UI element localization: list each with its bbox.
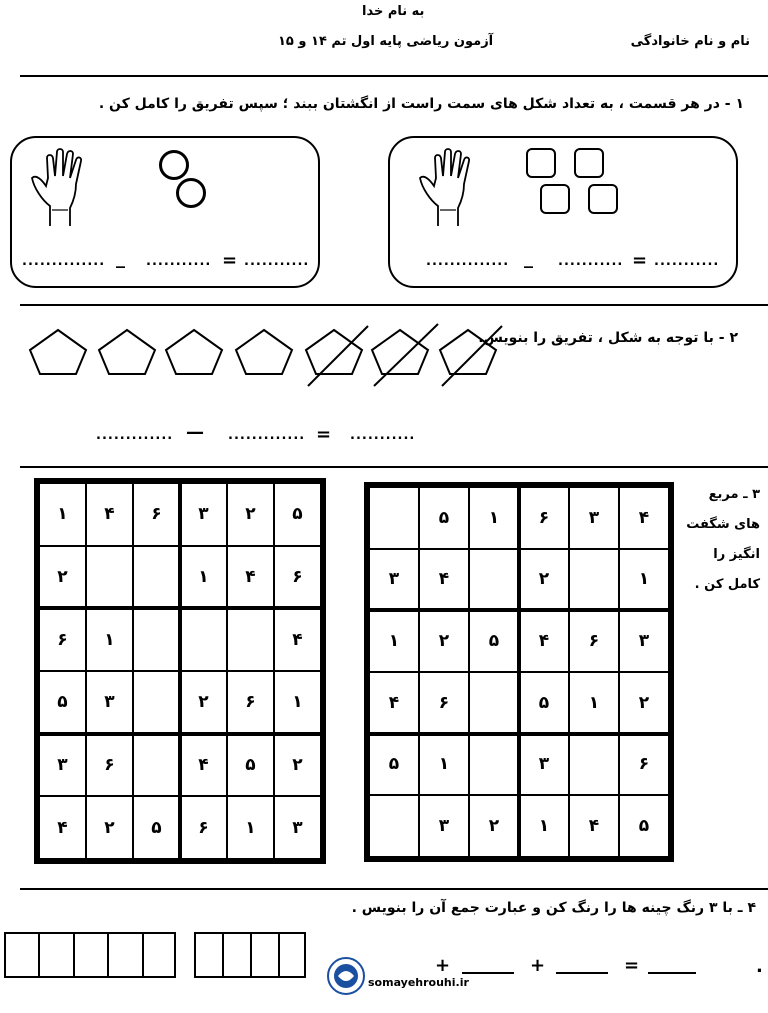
sudoku-cell[interactable] bbox=[227, 608, 274, 671]
sudoku-cell: ۱ bbox=[519, 795, 569, 857]
bead-group-2 bbox=[194, 932, 306, 978]
sudoku-cell: ۵ bbox=[469, 610, 519, 672]
sudoku-cell: ۵ bbox=[39, 671, 86, 734]
bismillah: به نام خدا bbox=[362, 4, 425, 19]
sudoku-cell: ۲ bbox=[274, 734, 321, 797]
q1-left-answer-1[interactable]: .............. bbox=[22, 254, 106, 269]
sudoku-block-divider bbox=[178, 483, 182, 859]
square-shape bbox=[588, 184, 618, 214]
sudoku-cell: ۶ bbox=[274, 546, 321, 609]
sudoku-cell: ۱ bbox=[619, 549, 669, 611]
minus-sign: _ bbox=[524, 248, 533, 269]
square-shape bbox=[526, 148, 556, 178]
sudoku-cell: ۴ bbox=[86, 483, 133, 546]
sudoku-cell: ۴ bbox=[519, 610, 569, 672]
answer-blank-2[interactable] bbox=[462, 972, 514, 974]
hand-icon bbox=[418, 148, 484, 228]
pentagon-row bbox=[28, 322, 508, 388]
bead-box[interactable] bbox=[142, 932, 176, 978]
divider-3 bbox=[20, 466, 768, 468]
sudoku-cell: ۳ bbox=[369, 549, 419, 611]
q2-answer-1[interactable]: ............. bbox=[96, 428, 174, 443]
pentagon-shape bbox=[236, 330, 292, 374]
sudoku-cell[interactable] bbox=[469, 734, 519, 796]
sudoku-cell: ۴ bbox=[227, 546, 274, 609]
pentagon-shape bbox=[30, 330, 86, 374]
bead-box[interactable] bbox=[250, 932, 280, 978]
sudoku-cell[interactable] bbox=[369, 795, 419, 857]
sudoku-cell: ۲ bbox=[419, 610, 469, 672]
q3-text bbox=[686, 480, 760, 600]
sudoku-cell: ۳ bbox=[39, 734, 86, 797]
sudoku-cell: ۱ bbox=[469, 487, 519, 549]
sudoku-cell: ۲ bbox=[519, 549, 569, 611]
answer-blank-3[interactable] bbox=[556, 972, 608, 974]
plus-sign: + bbox=[435, 955, 451, 976]
q3-text-line: انگیز را bbox=[713, 547, 760, 562]
q2-answer-3[interactable]: ........... bbox=[350, 428, 416, 443]
sudoku-cell: ۲ bbox=[180, 671, 227, 734]
square-shape bbox=[540, 184, 570, 214]
equals-sign: = bbox=[222, 250, 238, 271]
sudoku-cell: ۶ bbox=[180, 796, 227, 859]
square-shape bbox=[574, 148, 604, 178]
sudoku-block-divider bbox=[39, 732, 321, 736]
sudoku-cell[interactable] bbox=[369, 487, 419, 549]
q4-text: ۴ ـ با ۳ رنگ چینه ها را رنگ کن و عبارت جمع آن را بنویس . bbox=[351, 900, 756, 916]
sudoku-cell: ۵ bbox=[519, 672, 569, 734]
sudoku-cell: ۴ bbox=[369, 672, 419, 734]
answer-blank-4[interactable] bbox=[648, 972, 696, 974]
pentagon-shape bbox=[440, 330, 496, 374]
q2-text: ۲ - با توجه به شکل ، تفریق را بنویس. bbox=[478, 330, 738, 346]
sudoku-cell: ۳ bbox=[569, 487, 619, 549]
sudoku-cell: ۱ bbox=[39, 483, 86, 546]
sudoku-cell[interactable] bbox=[86, 546, 133, 609]
q3-text-line: های شگفت bbox=[686, 517, 760, 532]
bead-group-1 bbox=[4, 932, 176, 978]
sudoku-cell: ۶ bbox=[133, 483, 180, 546]
sudoku-cell: ۳ bbox=[180, 483, 227, 546]
sudoku-cell: ۳ bbox=[86, 671, 133, 734]
sudoku-left bbox=[34, 478, 326, 864]
minus-sign: _ bbox=[116, 248, 125, 269]
sudoku-cell: ۲ bbox=[227, 483, 274, 546]
sudoku-cell[interactable] bbox=[133, 546, 180, 609]
sudoku-cell[interactable] bbox=[569, 549, 619, 611]
sudoku-cell[interactable] bbox=[469, 672, 519, 734]
sudoku-cell[interactable] bbox=[180, 608, 227, 671]
sudoku-cell: ۴ bbox=[569, 795, 619, 857]
q3-text-line: کامل کن . bbox=[694, 577, 760, 592]
bead-box[interactable] bbox=[222, 932, 252, 978]
q3-text-line: ۳ ـ مربع bbox=[708, 487, 760, 502]
sudoku-block-divider bbox=[369, 608, 669, 612]
bead-box[interactable] bbox=[107, 932, 143, 978]
q1-left-box bbox=[10, 136, 320, 288]
bead-box[interactable] bbox=[278, 932, 306, 978]
bead-box[interactable] bbox=[38, 932, 74, 978]
sudoku-cell: ۶ bbox=[39, 608, 86, 671]
sudoku-cell[interactable] bbox=[469, 549, 519, 611]
circle-shape bbox=[176, 178, 206, 208]
sudoku-cell: ۱ bbox=[419, 734, 469, 796]
equals-sign: = bbox=[632, 250, 648, 271]
sudoku-cell: ۴ bbox=[274, 608, 321, 671]
sudoku-block-divider bbox=[369, 732, 669, 736]
exam-title: آزمون ریاضی پایه اول تم ۱۴ و ۱۵ bbox=[278, 34, 494, 49]
pentagon-shape bbox=[372, 330, 428, 374]
sudoku-cell: ۳ bbox=[419, 795, 469, 857]
bead-box[interactable] bbox=[194, 932, 224, 978]
sudoku-cell: ۶ bbox=[619, 734, 669, 796]
pentagon-shape bbox=[99, 330, 155, 374]
q1-right-box bbox=[388, 136, 738, 288]
divider-1 bbox=[20, 75, 768, 77]
q1-right-answer-2[interactable]: ........... bbox=[558, 254, 624, 269]
sudoku-cell: ۴ bbox=[619, 487, 669, 549]
sudoku-cell: ۶ bbox=[519, 487, 569, 549]
sudoku-cell: ۱ bbox=[274, 671, 321, 734]
sudoku-cell: ۵ bbox=[133, 796, 180, 859]
sudoku-cell: ۴ bbox=[39, 796, 86, 859]
sudoku-cell: ۵ bbox=[227, 734, 274, 797]
q1-right-answer-3[interactable]: ........... bbox=[654, 254, 720, 269]
sudoku-block-divider bbox=[39, 606, 321, 610]
bead-box[interactable] bbox=[4, 932, 40, 978]
equals-sign: = bbox=[316, 424, 332, 445]
sudoku-block-divider bbox=[517, 487, 521, 857]
q1-right-answer-1[interactable]: .............. bbox=[426, 254, 510, 269]
name-label: نام و نام خانوادگی bbox=[630, 34, 750, 49]
circle-shape bbox=[159, 150, 189, 180]
sudoku-cell: ۱ bbox=[180, 546, 227, 609]
logo-icon bbox=[326, 956, 366, 996]
minus-sign: — bbox=[186, 422, 204, 443]
sudoku-cell: ۵ bbox=[274, 483, 321, 546]
trailing-dot: . bbox=[756, 956, 763, 977]
q1-text: ۱ - در هر قسمت ، به تعداد شکل های سمت راست از انگشتان ببند ؛ سپس تفریق را کامل کن . bbox=[98, 96, 744, 112]
sudoku-cell: ۴ bbox=[180, 734, 227, 797]
hand-icon bbox=[30, 148, 96, 228]
sudoku-cell: ۲ bbox=[86, 796, 133, 859]
divider-4 bbox=[20, 888, 768, 890]
divider-2 bbox=[20, 304, 768, 306]
sudoku-cell: ۱ bbox=[569, 672, 619, 734]
sudoku-cell: ۵ bbox=[369, 734, 419, 796]
sudoku-right bbox=[364, 482, 674, 862]
pentagon-shape bbox=[166, 330, 222, 374]
sudoku-cell[interactable] bbox=[133, 608, 180, 671]
sudoku-cell: ۱ bbox=[369, 610, 419, 672]
equals-sign: = bbox=[624, 955, 640, 976]
sudoku-cell[interactable] bbox=[133, 671, 180, 734]
pentagon-shape bbox=[306, 330, 362, 374]
sudoku-cell: ۱ bbox=[86, 608, 133, 671]
sudoku-cell: ۵ bbox=[419, 487, 469, 549]
sudoku-cell[interactable] bbox=[569, 734, 619, 796]
sudoku-cell: ۳ bbox=[519, 734, 569, 796]
sudoku-cell: ۶ bbox=[569, 610, 619, 672]
plus-sign: + bbox=[530, 955, 546, 976]
sudoku-cell: ۲ bbox=[39, 546, 86, 609]
sudoku-cell: ۲ bbox=[469, 795, 519, 857]
q2-answer-2[interactable]: ............. bbox=[228, 428, 306, 443]
bead-box[interactable] bbox=[73, 932, 109, 978]
sudoku-cell: ۲ bbox=[619, 672, 669, 734]
sudoku-cell: ۳ bbox=[619, 610, 669, 672]
q1-left-answer-3[interactable]: ........... bbox=[244, 254, 310, 269]
sudoku-cell[interactable] bbox=[133, 734, 180, 797]
sudoku-cell: ۴ bbox=[419, 549, 469, 611]
sudoku-cell: ۶ bbox=[86, 734, 133, 797]
q1-left-answer-2[interactable]: ........... bbox=[146, 254, 212, 269]
sudoku-cell: ۱ bbox=[227, 796, 274, 859]
website-text: somayehrouhi.ir bbox=[368, 976, 469, 989]
sudoku-cell: ۳ bbox=[274, 796, 321, 859]
sudoku-cell: ۶ bbox=[419, 672, 469, 734]
sudoku-cell: ۵ bbox=[619, 795, 669, 857]
sudoku-cell: ۶ bbox=[227, 671, 274, 734]
